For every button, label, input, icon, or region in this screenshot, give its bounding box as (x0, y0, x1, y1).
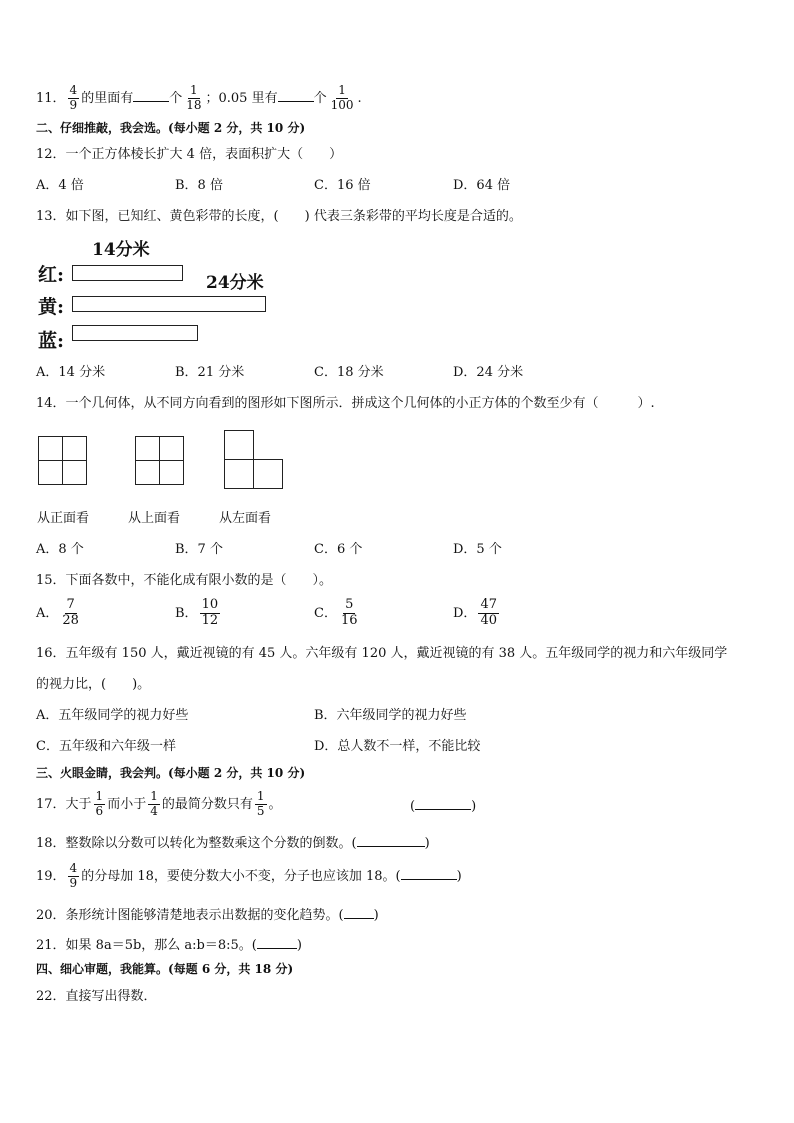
fraction-1-5: $\frac{1}{5}$ (256, 789, 265, 818)
answer-blank[interactable] (357, 834, 425, 847)
option-c[interactable]: C．18 分米 (314, 365, 384, 380)
answer-blank[interactable] (415, 797, 471, 810)
question-20: 20．条形统计图能够清楚地表示出数据的变化趋势。( ) (36, 908, 379, 923)
front-view-caption: 从正面看 (37, 511, 90, 526)
yellow-length-label: 24分米 (206, 273, 264, 293)
top-view-caption: 从上面看 (128, 511, 181, 526)
answer-blank[interactable] (344, 906, 374, 919)
option-b[interactable]: B． $\frac{10}{12}$ (175, 597, 219, 628)
option-c[interactable]: C． $\frac{5}{16}$ (314, 597, 358, 628)
left-view-caption: 从左面看 (219, 511, 272, 526)
fraction-1-4: $\frac{1}{4}$ (150, 789, 158, 818)
fraction-10-12: $\frac{10}{12}$ (201, 597, 219, 628)
option-d[interactable]: D．24 分米 (453, 365, 524, 380)
question-15: 15．下面各数中，不能化成有限小数的是（ ）。 (36, 573, 333, 588)
section-4-heading: 四、细心审题，我能算。(每题 6 分，共 18 分) (36, 962, 294, 976)
option-a[interactable]: A．五年级同学的视力好些 (36, 708, 189, 723)
option-a[interactable]: A． $\frac{7}{28}$ (36, 597, 79, 628)
question-17: 17．大于 $\frac{1}{6}$ 而小于 $\frac{1}{4}$ 的最简分数只有 $\frac{1}{5}$ 。 (36, 789, 282, 818)
option-b[interactable]: B．7 个 (175, 542, 223, 557)
fraction-4-9: $\frac{4}{9}$ (69, 83, 78, 112)
option-c[interactable]: C．五年级和六年级一样 (36, 739, 176, 754)
answer-blank[interactable] (278, 89, 314, 102)
option-a[interactable]: A．8 个 (36, 542, 84, 557)
question-21: 21．如果 8a＝5b，那么 a:b＝8:5。( ) (36, 938, 302, 953)
fraction-5-16: $\frac{5}{16}$ (340, 597, 358, 628)
question-16-line-2: 的视力比，( )。 (36, 677, 151, 692)
question-14: 14．一个几何体，从不同方向看到的图形如下图所示．拼成这个几何体的小正方体的个数至少有（ ）. (36, 396, 655, 411)
section-2-heading: 二、仔细推敲，我会选。(每小题 2 分，共 10 分) (36, 121, 306, 135)
question-22: 22．直接写出得数． (36, 989, 157, 1004)
answer-blank[interactable] (133, 89, 169, 102)
option-d[interactable]: D．总人数不一样，不能比较 (314, 739, 481, 754)
option-c[interactable]: C．16 倍 (314, 178, 371, 193)
option-d[interactable]: D． $\frac{47}{40}$ (453, 597, 497, 628)
fraction-4-9: $\frac{4}{9}$ (69, 861, 78, 890)
answer-blank[interactable] (401, 867, 457, 880)
option-b[interactable]: B．六年级同学的视力好些 (314, 708, 467, 723)
option-d[interactable]: D．64 倍 (453, 178, 511, 193)
question-16-line-1: 16．五年级有 150 人，戴近视镜的有 45 人。六年级有 120 人，戴近视镜的有 38 人。五年级同学的视力和六年级同学 (36, 646, 728, 661)
question-13: 13．如下图，已知红、黄色彩带的长度，( ) 代表三条彩带的平均长度是合适的。 (36, 209, 522, 224)
option-a[interactable]: A．4 倍 (36, 178, 84, 193)
red-ribbon-label: 红: (38, 264, 65, 286)
red-ribbon-bar (72, 265, 183, 281)
fraction-1-18: $\frac{1}{18}$ (186, 83, 202, 112)
option-b[interactable]: B．21 分米 (175, 365, 245, 380)
blue-ribbon-label: 蓝: (38, 330, 65, 352)
fraction-47-40: $\frac{47}{40}$ (480, 597, 497, 628)
yellow-ribbon-bar (72, 296, 266, 312)
answer-blank[interactable] (257, 936, 297, 949)
question-12: 12．一个正方体棱长扩大 4 倍，表面积扩大（ ） (36, 147, 343, 162)
option-d[interactable]: D．5 个 (453, 542, 502, 557)
question-18: 18．整数除以分数可以转化为整数乘这个分数的倒数。( ) (36, 836, 430, 851)
fraction-1-6: $\frac{1}{6}$ (95, 789, 104, 818)
yellow-ribbon-label: 黄: (38, 296, 65, 318)
option-c[interactable]: C．6 个 (314, 542, 363, 557)
option-a[interactable]: A．14 分米 (36, 365, 106, 380)
fraction-1-100: $\frac{1}{100}$ (330, 83, 354, 112)
question-17-answer[interactable]: ( ) (410, 799, 477, 814)
option-b[interactable]: B．8 倍 (175, 178, 223, 193)
fraction-7-28: $\frac{7}{28}$ (62, 597, 79, 628)
red-length-label: 14分米 (92, 240, 150, 260)
question-11: 11． $\frac{4}{9}$ 的里面有 个 $\frac{1}{18}$ ；0.05 里有 个 $\frac{1}{100}$ . (36, 83, 362, 112)
section-3-heading: 三、火眼金睛，我会判。(每小题 2 分，共 10 分) (36, 766, 306, 780)
blue-ribbon-bar (72, 325, 198, 341)
question-19: 19． $\frac{4}{9}$ 的分母加 18，要使分数大小不变，分子也应该加 18。( ) (36, 861, 462, 890)
